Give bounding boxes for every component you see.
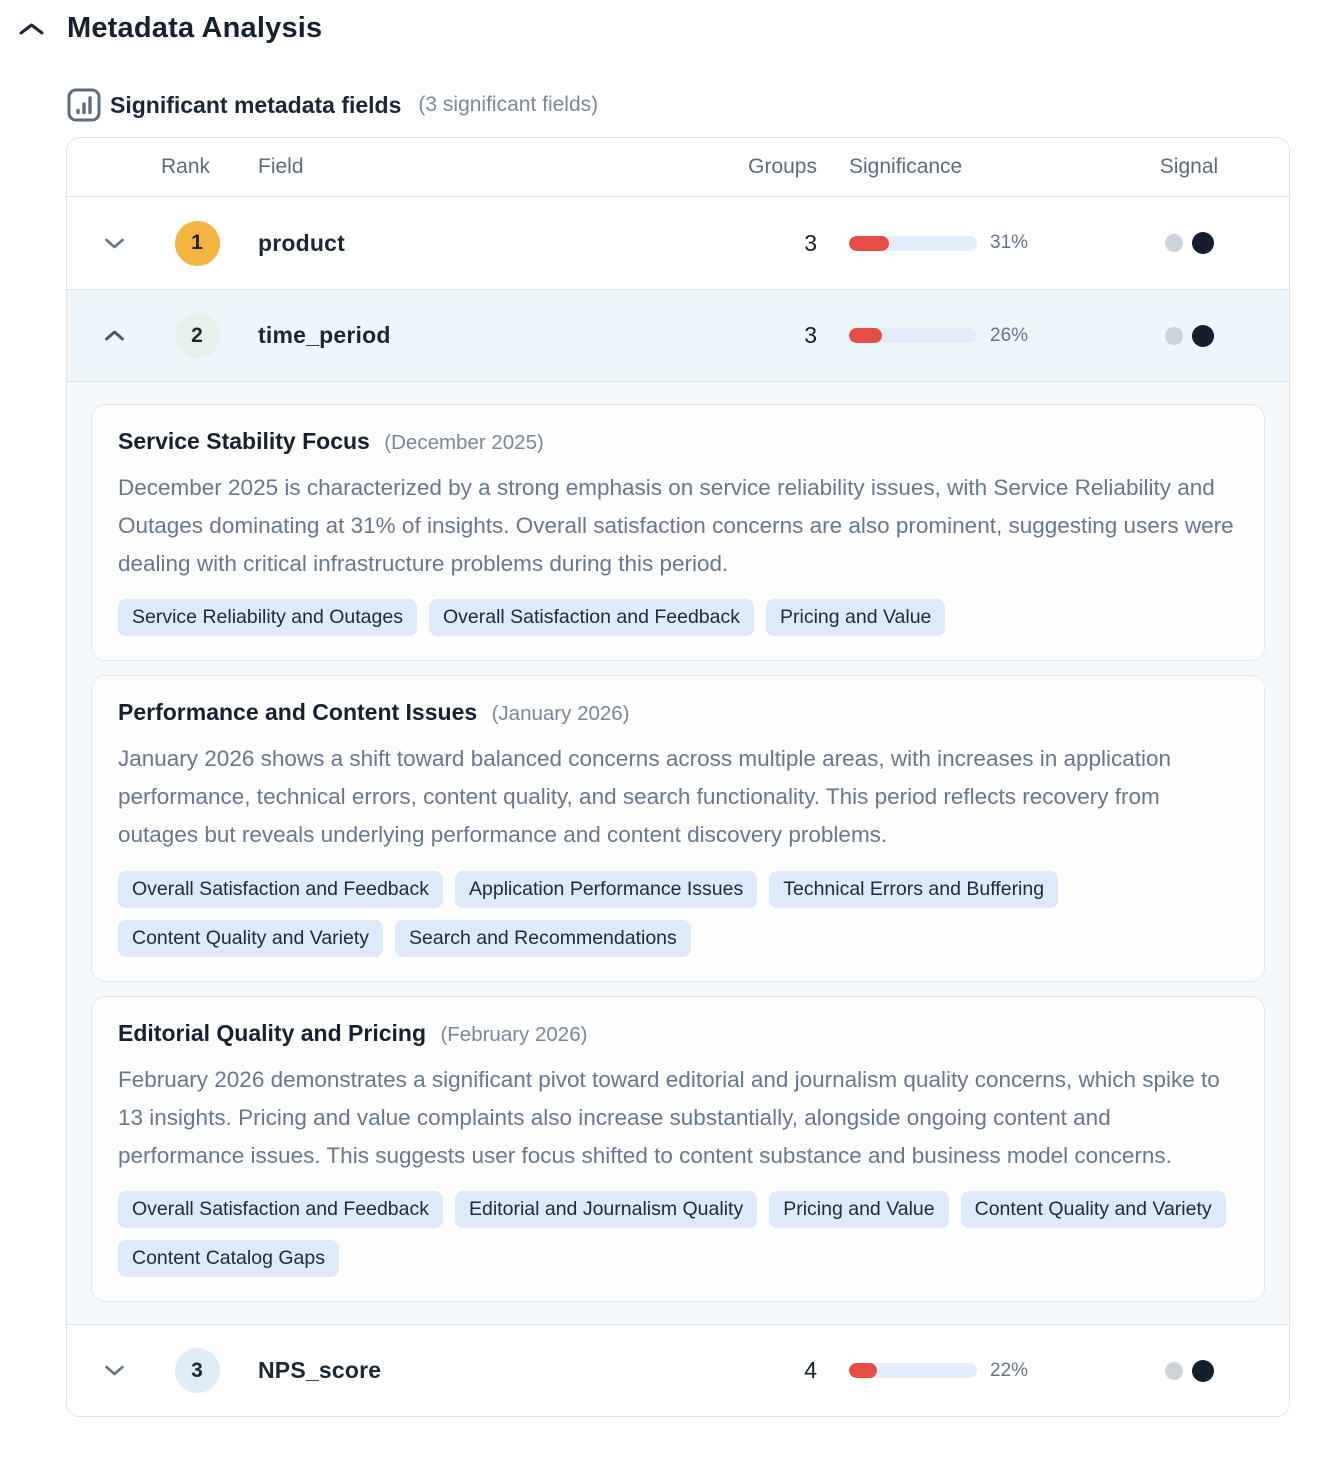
expand-cell: [67, 1356, 161, 1386]
card-period: (January 2026): [491, 702, 630, 726]
signal-cell: [1089, 325, 1289, 347]
page-title: Metadata Analysis: [67, 12, 323, 44]
groups-count: 3: [804, 322, 817, 348]
tag: Content Quality and Variety: [118, 920, 383, 957]
card-period: (February 2026): [440, 1022, 588, 1046]
significance-percent: 31%: [990, 232, 1029, 253]
section-header: [66, 87, 1290, 123]
groups-count: 4: [804, 1357, 817, 1384]
significance-percent: 22%: [990, 1359, 1029, 1381]
tag-list: [118, 599, 1238, 636]
signal-dot-muted-icon: [1165, 1362, 1183, 1380]
tag: Overall Satisfaction and Feedback: [429, 599, 754, 636]
column-header-groups: Groups: [748, 155, 817, 178]
rank-cell: [161, 1348, 233, 1393]
table-row-product[interactable]: [67, 197, 1289, 289]
tag-list: [118, 1191, 1238, 1277]
tag: Content Quality and Variety: [961, 1191, 1226, 1228]
signal-dot-muted-icon: [1165, 327, 1183, 345]
chevron-up-icon[interactable]: [99, 321, 129, 351]
field-name: product: [258, 229, 345, 256]
time-period-detail-panel: [67, 381, 1289, 1324]
card-title: Performance and Content Issues: [118, 699, 478, 726]
tag: Application Performance Issues: [455, 871, 757, 908]
rank-badge: 2: [175, 313, 220, 358]
tag: Technical Errors and Buffering: [769, 871, 1058, 908]
card-title: Editorial Quality and Pricing: [118, 1019, 426, 1046]
significance-bar-fill: [849, 236, 889, 251]
significance-bar-track: [849, 236, 977, 251]
signal-dot-strong-icon: [1192, 232, 1214, 254]
significance-bar-track: [849, 1363, 977, 1378]
card-title: Service Stability Focus: [118, 428, 370, 454]
field-name: NPS_score: [258, 1357, 382, 1384]
page-header: [18, 12, 1290, 45]
table-row-nps-score[interactable]: [67, 1324, 1289, 1416]
collapse-section-chevron-up-icon[interactable]: [18, 21, 45, 37]
card-title-line: [118, 426, 1238, 457]
detail-card-editorial-pricing: [91, 996, 1265, 1302]
significance-percent: 26%: [990, 324, 1029, 346]
groups-count: 3: [804, 229, 817, 256]
tag: Content Catalog Gaps: [118, 1240, 339, 1277]
signal-dot-strong-icon: [1192, 325, 1214, 347]
bar-chart-icon: [66, 87, 102, 123]
signal-cell: [1089, 232, 1289, 254]
signal-dot-strong-icon: [1192, 1360, 1214, 1382]
section-title: Significant metadata fields: [110, 91, 402, 118]
table-row-time-period[interactable]: [67, 289, 1289, 381]
tag: Pricing and Value: [769, 1191, 948, 1228]
rank-cell: [161, 313, 233, 358]
tag: Pricing and Value: [766, 599, 945, 636]
significance-bar-fill: [849, 328, 882, 343]
column-header-rank: Rank: [161, 155, 211, 178]
tag: Overall Satisfaction and Feedback: [118, 1191, 443, 1228]
expand-cell: [67, 228, 161, 258]
column-header-signal: Signal: [1159, 155, 1219, 178]
signal-dot-muted-icon: [1165, 234, 1183, 252]
significance-cell: [834, 325, 1089, 347]
section-subtitle: (3 significant fields): [418, 93, 599, 116]
detail-card-performance-content: [91, 675, 1265, 981]
chevron-down-icon[interactable]: [99, 228, 129, 258]
rank-badge: 3: [175, 1348, 220, 1393]
rank-cell: [161, 221, 233, 266]
significance-bar-track: [849, 328, 977, 343]
card-period: (December 2025): [384, 431, 544, 454]
card-title-line: [118, 1018, 1238, 1049]
table-header-row: [67, 138, 1289, 197]
column-header-field: Field: [258, 155, 304, 178]
field-name: time_period: [258, 322, 391, 348]
chevron-down-icon[interactable]: [99, 1356, 129, 1386]
expand-cell: [67, 321, 161, 351]
card-description: January 2026 shows a shift toward balanced concerns across multiple areas, with increases in application performance, technical errors, content quality, and search functionality. This period reflects recovery from outages but reveals underlying performance and content discovery problems.: [118, 746, 1172, 848]
significance-bar-fill: [849, 1363, 877, 1378]
card-description: December 2025 is characterized by a strong emphasis on service reliability issues, with Service Reliability and Outages dominating at 31% of insights. Overall satisfaction concerns are also prominent, suggesting users were dealing with critical infrastructure problems during this period.: [118, 475, 1234, 576]
significance-cell: [834, 1360, 1089, 1382]
card-description: February 2026 demonstrates a significant pivot toward editorial and journalism quality concerns, which spike to 13 insights. Pricing and value complaints also increase substantially, alongside ongoing content and performance issues. This suggests user focus shifted to content substance and business model concerns.: [118, 1066, 1220, 1168]
rank-badge: 1: [175, 221, 220, 266]
detail-card-service-stability: [91, 404, 1265, 661]
tag: Service Reliability and Outages: [118, 599, 417, 636]
card-title-line: [118, 697, 1238, 728]
significant-fields-table: [66, 137, 1290, 1417]
signal-cell: [1089, 1360, 1289, 1382]
tag: Overall Satisfaction and Feedback: [118, 871, 443, 908]
tag-list: [118, 871, 1238, 957]
tag: Editorial and Journalism Quality: [455, 1191, 757, 1228]
column-header-significance: Significance: [849, 155, 963, 178]
significance-cell: [834, 232, 1089, 254]
tag: Search and Recommendations: [395, 920, 691, 957]
